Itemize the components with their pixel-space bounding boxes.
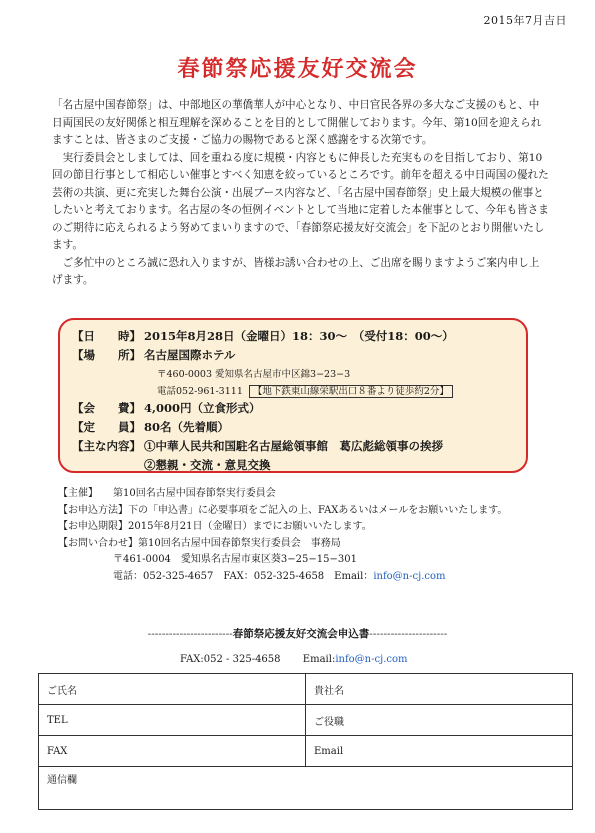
event-fee-label: 【会 費】 bbox=[72, 400, 141, 415]
deadline-value: 2015年8月21日（金曜日）までにお願いいたします。 bbox=[128, 521, 372, 532]
event-capacity-label: 【定 員】 bbox=[72, 419, 141, 434]
event-capacity-row bbox=[72, 417, 518, 436]
deadline-line bbox=[58, 519, 548, 536]
event-fee-row bbox=[72, 398, 518, 417]
event-content-row bbox=[72, 436, 518, 455]
event-content-2: ②懇親・交流・意見交換 bbox=[144, 457, 271, 472]
contact-email-link[interactable]: info@n-cj.com bbox=[373, 570, 446, 582]
contact-label: 【お問い合わせ】 bbox=[58, 537, 138, 549]
name-field[interactable]: ご氏名 bbox=[39, 674, 306, 705]
contact-address-line bbox=[58, 552, 548, 569]
event-fee-value: 4,000円（立食形式） bbox=[144, 400, 261, 415]
form-email-label: Email: bbox=[302, 654, 336, 665]
event-details-box bbox=[58, 318, 528, 473]
event-date-row bbox=[72, 326, 518, 345]
event-content-1: ①中華人民共和国駐名古屋総領事館 葛広彪総領事の挨拶 bbox=[144, 438, 443, 453]
form-fax-line bbox=[180, 654, 407, 665]
contact-phone-line bbox=[58, 569, 548, 586]
contact-value: 第10回名古屋中国春節祭実行委員会 事務局 bbox=[138, 537, 341, 549]
fax-field[interactable]: FAX bbox=[39, 736, 306, 767]
form-row bbox=[39, 767, 573, 810]
deadline-label: 【お申込期限】 bbox=[58, 521, 128, 532]
contact-address: 〒461-0004 愛知県名古屋市東区葵3−25−15−301 bbox=[113, 554, 357, 565]
contact-info bbox=[58, 486, 548, 585]
intro-text bbox=[52, 97, 549, 290]
apply-label: 【お申込方法】 bbox=[58, 504, 128, 516]
host-label: 【主催】 bbox=[58, 488, 98, 499]
intro-paragraph-2: 実行委員会としましては、回を重ねる度に規模・内容ともに伸長した充実ものを目指しており、第10回の節目行事として相応しい催事とすべく知恵を絞っているところです。前年を超える中日両国の優れた芸術の共演、更に充実した舞台公演・出展ブース内容など、「名古屋中国春節祭」史上最大規模の催事としたいと考えております。名古屋の冬の恒例イベントとして当地に定着した本催事として、今年も皆さまのご期待に応えられるよう努めてまいりますので、「春節祭応援友好交流会」を下記のとおり開催いたします。 bbox=[52, 151, 549, 251]
company-field[interactable]: 貴社名 bbox=[306, 674, 573, 705]
event-place-value: 名古屋国際ホテル bbox=[144, 347, 236, 362]
event-content-label: 【主な内容】 bbox=[72, 438, 141, 453]
event-date-value: 2015年8月28日（金曜日）18：30～ （受付18：00～） bbox=[144, 328, 454, 343]
event-address-row bbox=[72, 364, 518, 381]
form-email-link[interactable]: info@n-cj.com bbox=[335, 654, 408, 665]
event-address: 〒460-0003 愛知県名古屋市中区錦3−23−3 bbox=[157, 368, 351, 380]
divider-left: ------------------------ bbox=[147, 628, 233, 640]
event-tel-row bbox=[72, 381, 518, 398]
host-line bbox=[58, 486, 548, 503]
event-tel: 電話052-961-3111 bbox=[157, 385, 243, 397]
intro-paragraph-3: ご多忙中のところ誠に恐れ入りますが、皆様お誘い合わせの上、ご出席を賜りますようご案内申し上げます。 bbox=[52, 256, 540, 286]
apply-line bbox=[58, 503, 548, 520]
divider-right: ---------------------- bbox=[369, 628, 448, 640]
event-capacity-value: 80名（先着順） bbox=[144, 419, 230, 434]
form-row bbox=[39, 705, 573, 736]
tel-field[interactable]: TEL bbox=[39, 705, 306, 736]
event-place-row bbox=[72, 345, 518, 364]
position-field[interactable]: ご役職 bbox=[306, 705, 573, 736]
form-row bbox=[39, 736, 573, 767]
event-subway-access: 【地下鉄東山線栄駅出口８番より徒歩約2分】 bbox=[249, 385, 453, 398]
intro-paragraph-1: 「名古屋中国春節祭」は、中部地区の華僑華人が中心となり、中日官民各界の多大なご支援のもと、中日両国民の友好関係と相互理解を深めることを目的として開催しております。今年、第10回を迎えられますことは、皆さまのご支援・ご協力の賜物であると深く感謝をする次第です。 bbox=[52, 99, 542, 146]
event-place-label: 【場 所】 bbox=[72, 347, 141, 362]
event-content-row-2 bbox=[72, 455, 518, 474]
host-value: 第10回名古屋中国春節祭実行委員会 bbox=[113, 488, 276, 499]
application-form-table bbox=[38, 673, 573, 810]
form-row bbox=[39, 674, 573, 705]
form-fax: FAX:052 - 325-4658 bbox=[180, 654, 281, 665]
contact-phone: 電話：052-325-4657 FAX：052-325-4658 Email： bbox=[113, 570, 374, 582]
page-title: 春節祭応援友好交流会 bbox=[177, 57, 418, 82]
notes-field[interactable]: 通信欄 bbox=[39, 767, 573, 810]
contact-line bbox=[58, 536, 548, 553]
form-heading: 春節祭応援友好交流会申込書 bbox=[232, 628, 370, 640]
form-divider bbox=[60, 626, 535, 641]
email-field[interactable]: Email bbox=[306, 736, 573, 767]
event-date-label: 【日 時】 bbox=[72, 328, 141, 343]
apply-value: 下の「申込書」に必要事項をご記入の上、FAXあるいはメールをお願いいたします。 bbox=[128, 504, 508, 516]
document-date: 2015年7月吉日 bbox=[483, 14, 567, 27]
